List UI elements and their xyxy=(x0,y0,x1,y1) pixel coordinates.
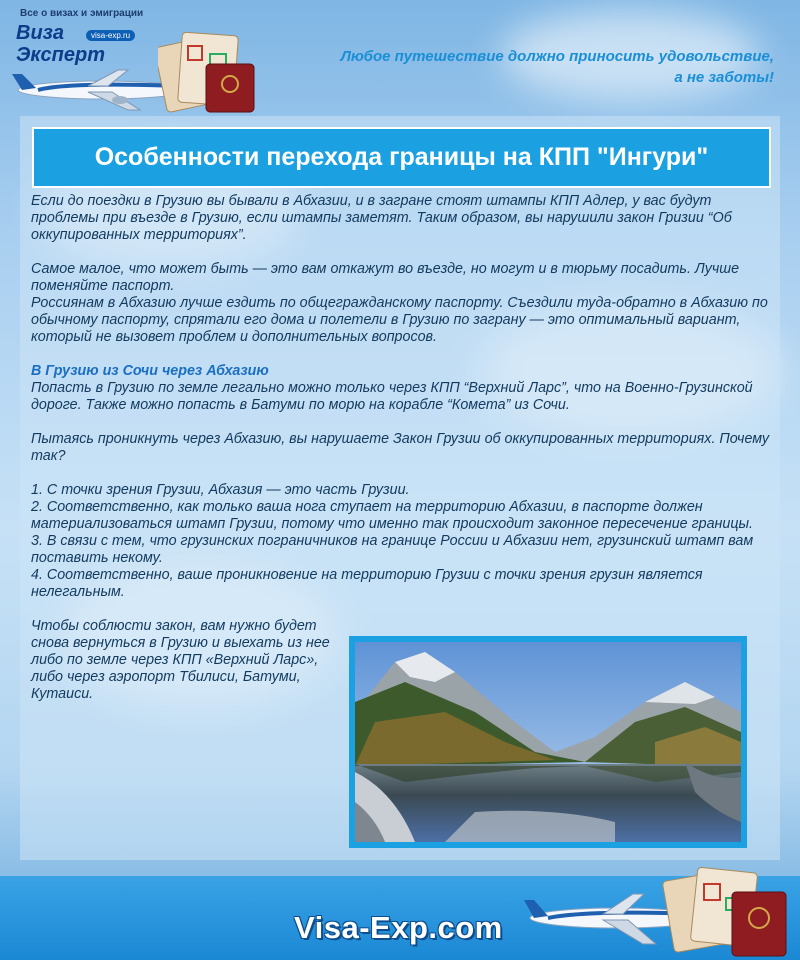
paragraph: Россиянам в Абхазию лучше ездить по общегражданскому паспорту. Съездили туда-обратно в Абхазию по обычному паспорту, спрятали его дома и полетели в Грузию по заграну — это оптимальный вариант, который не вызовет проблем и дополнительных вопросов. xyxy=(31,295,768,345)
site-tagline xyxy=(304,46,774,88)
paragraph: Пытаясь проникнуть через Абхазию, вы нарушаете Закон Грузии об оккупированных территориях. Почему так? xyxy=(31,431,770,464)
logo-title-line1: Виза xyxy=(16,22,64,44)
passport-icon xyxy=(158,24,258,116)
article-title-bar xyxy=(32,127,771,188)
list-item: 1. С точки зрения Грузии, Абхазия — это часть Грузии. xyxy=(31,482,410,498)
passport-icon xyxy=(660,862,790,960)
logo-title-line2: Эксперт xyxy=(16,44,105,66)
paragraph: Если до поездки в Грузию вы бывали в Абхазии, и в загране стоят штампы КПП Адлер, у вас будут проблемы при въезде в Грузию, если штампы заметят. Таким образом, вы нарушили закон Гризии “Об оккупированных территориях”. xyxy=(31,193,732,243)
tagline-line2: а не заботы! xyxy=(674,69,774,86)
article-title: Особенности перехода границы на КПП "Ингури" xyxy=(94,143,709,171)
article-photo-frame xyxy=(349,636,747,848)
list-item: 3. В связи с тем, что грузинских пограничников на границе России и Абхазии нет, грузинский штамп вам поставить некому. xyxy=(31,533,754,566)
list-item: 4. Соответственно, ваше проникновение на территорию Грузии с точки зрения грузин является нелегальным. xyxy=(31,567,703,600)
list-item: 2. Соответственно, как только ваша нога ступает на территорию Абхазии, в паспорте должен материализоваться штамп Грузии, потому что именно так происходит законное пересечение границы. xyxy=(31,499,754,532)
logo-caption: Все о визах и эмиграции xyxy=(20,8,144,19)
section-subheading: В Грузию из Сочи через Абхазию xyxy=(31,363,269,379)
paragraph: Попасть в Грузию по земле легально можно только через КПП “Верхний Ларс”, что на Военно-Грузинской дороге. Также можно попасть в Батуми по морю на корабле “Комета” из Сочи. xyxy=(31,380,753,413)
paragraph: Самое малое, что может быть — это вам откажут во въезде, но могут и в тюрьму посадить. Лучше поменяйте паспорт. xyxy=(31,261,740,294)
paragraph: Чтобы соблюсти закон, вам нужно будет снова вернуться в Грузию и выехать из нее либо по земле через КПП «Верхний Ларс», либо через аэропорт Тбилиси, Батуми, Кутаиси. xyxy=(31,618,330,702)
mountain-lake-photo xyxy=(355,642,741,842)
tagline-line1: Любое путешествие должно приносить удовольствие, xyxy=(340,48,774,65)
footer-brand-logo[interactable]: Visa-Exp.com xyxy=(294,910,503,945)
site-logo[interactable] xyxy=(8,6,258,116)
logo-url: visa-exp.ru xyxy=(86,30,135,41)
